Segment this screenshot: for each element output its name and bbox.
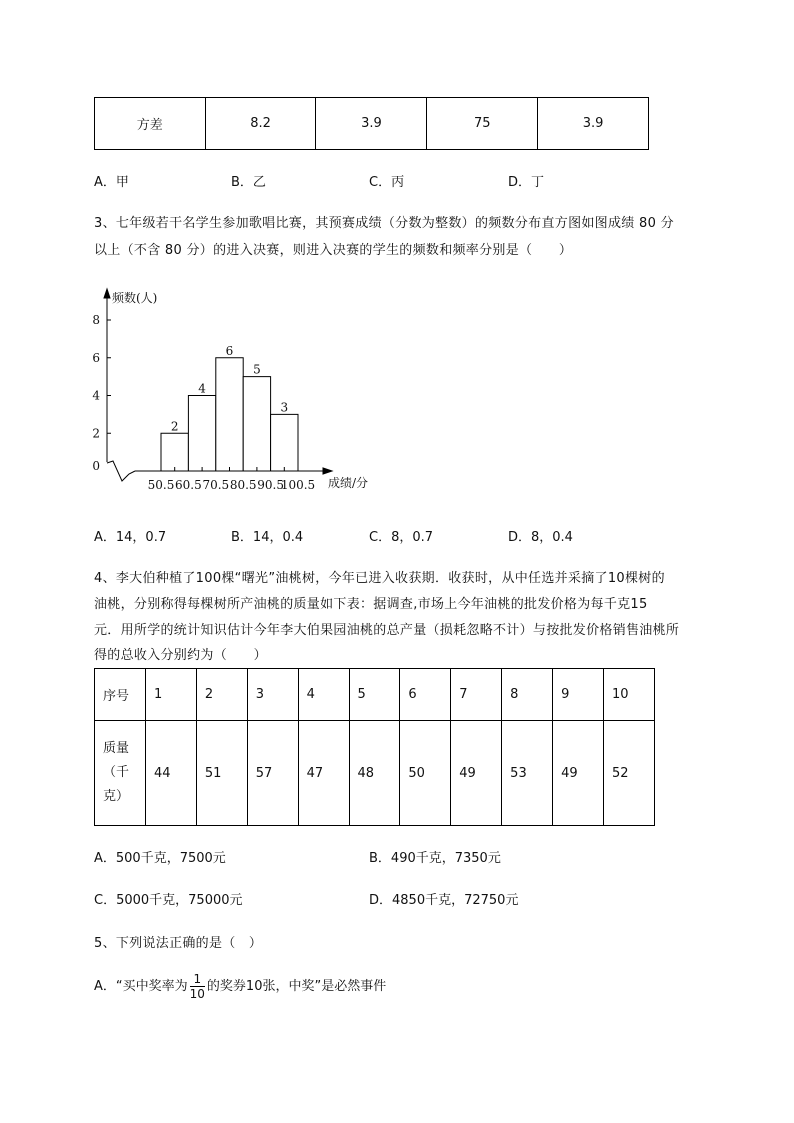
cell: 3 bbox=[247, 669, 298, 721]
cell: 49 bbox=[553, 721, 604, 826]
q3-text-line: 以上（不含 80 分）的进入决赛，则进入决赛的学生的频数和频率分别是（ ） bbox=[94, 243, 573, 258]
cell: 9 bbox=[553, 669, 604, 721]
bar-value-label: 3 bbox=[280, 400, 289, 415]
histogram-bar bbox=[271, 414, 298, 471]
cell: 53 bbox=[502, 721, 553, 826]
bar-value-label: 2 bbox=[170, 419, 179, 434]
q4-text-line: 元．用所学的统计知识估计今年李大伯果园油桃的总产量（损耗忽略不计）与按批发价格销售油桃所 bbox=[94, 623, 680, 638]
histogram-bar bbox=[243, 377, 270, 471]
q3-option-b: B．14，0.4 bbox=[231, 530, 304, 545]
row-label-line: 质量 bbox=[103, 741, 130, 756]
x-axis-label: 成绩/分 bbox=[328, 476, 369, 490]
cell: 51 bbox=[196, 721, 247, 826]
x-tick-label: 80.5 bbox=[229, 478, 257, 492]
y-axis-label: 频数(人) bbox=[112, 291, 158, 305]
bar-value-label: 4 bbox=[198, 381, 206, 396]
histogram bbox=[80, 280, 400, 500]
x-tick-label: 60.5 bbox=[175, 478, 202, 492]
q2-option-a: A．甲 bbox=[94, 175, 129, 190]
q2-option-d: D．丁 bbox=[508, 175, 545, 190]
cell: 5 bbox=[349, 669, 400, 721]
cell: 52 bbox=[603, 721, 654, 826]
bar-value-label: 6 bbox=[225, 343, 234, 358]
q3-option-a: A．14，0.7 bbox=[94, 530, 167, 545]
cell: 3.9 bbox=[316, 98, 427, 150]
cell: 8 bbox=[502, 669, 553, 721]
peach-mass-table bbox=[94, 668, 655, 826]
option-text: A．“买中奖率为 bbox=[94, 979, 188, 994]
x-tick-label: 50.5 bbox=[147, 478, 175, 492]
q4-option-b: B．490千克，7350元 bbox=[369, 851, 501, 866]
q4-text-line: 油桃，分别称得每棵树所产油桃的质量如下表：据调查,市场上今年油桃的批发价格为每千克15 bbox=[94, 597, 648, 612]
cell: 6 bbox=[400, 669, 451, 721]
denominator: 10 bbox=[189, 987, 205, 1001]
x-tick-label: 90.5 bbox=[257, 478, 284, 492]
row-label bbox=[95, 721, 146, 826]
histogram-bar bbox=[188, 396, 215, 472]
cell: 2 bbox=[196, 669, 247, 721]
q4-option-a: A．500千克，7500元 bbox=[94, 851, 226, 866]
x-axis-break bbox=[107, 461, 135, 481]
cell: 3.9 bbox=[538, 98, 649, 150]
q2-option-b: B．乙 bbox=[231, 175, 266, 190]
q3-option-d: D．8，0.4 bbox=[508, 530, 573, 545]
cell: 57 bbox=[247, 721, 298, 826]
table-row bbox=[95, 669, 655, 721]
x-axis-arrow bbox=[323, 468, 332, 474]
y-tick-label: 0 bbox=[92, 459, 100, 473]
cell: 7 bbox=[451, 669, 502, 721]
y-tick-label: 2 bbox=[92, 426, 100, 441]
q4-option-d: D．4850千克，72750元 bbox=[369, 893, 519, 908]
table-row bbox=[95, 721, 655, 826]
cell: 47 bbox=[298, 721, 349, 826]
x-tick-label: 70.5 bbox=[202, 478, 230, 492]
cell: 10 bbox=[603, 669, 654, 721]
cell: 1 bbox=[145, 669, 196, 721]
q5-option-a bbox=[94, 972, 386, 1001]
variance-table bbox=[94, 97, 649, 150]
row-label-line: （千 bbox=[103, 765, 130, 780]
numerator: 1 bbox=[190, 972, 205, 987]
row-label: 方差 bbox=[95, 98, 206, 150]
cell: 75 bbox=[427, 98, 538, 150]
x-tick-label: 100.5 bbox=[280, 478, 316, 492]
q4-option-c: C．5000千克，75000元 bbox=[94, 893, 243, 908]
cell: 44 bbox=[145, 721, 196, 826]
row-label-line: 克） bbox=[103, 789, 130, 804]
q4-text-line: 4、李大伯种植了100棵“曙光”油桃树，今年已进入收获期．收获时，从中任选并采摘了10棵树的 bbox=[94, 571, 665, 586]
q3-option-c: C．8，0.7 bbox=[369, 530, 434, 545]
cell: 48 bbox=[349, 721, 400, 826]
q3-text-line: 3、七年级若干名学生参加歌唱比赛，其预赛成绩（分数为整数）的频数分布直方图如图成绩 80 分 bbox=[94, 216, 674, 231]
y-tick-label: 4 bbox=[92, 388, 100, 403]
histogram-bar bbox=[216, 358, 243, 471]
table-row bbox=[95, 98, 649, 150]
bar-value-label: 5 bbox=[253, 362, 261, 377]
q5-text: 5、下列说法正确的是（ ） bbox=[94, 936, 263, 951]
cell: 50 bbox=[400, 721, 451, 826]
fraction bbox=[190, 972, 205, 1001]
cell: 8.2 bbox=[205, 98, 316, 150]
y-axis-arrow bbox=[104, 289, 110, 298]
cell: 4 bbox=[298, 669, 349, 721]
cell: 49 bbox=[451, 721, 502, 826]
histogram-bar bbox=[161, 433, 188, 471]
option-text: 的奖券10张，中奖”是必然事件 bbox=[206, 979, 387, 994]
y-tick-label: 8 bbox=[92, 313, 100, 327]
row-label: 序号 bbox=[95, 669, 146, 721]
y-tick-label: 6 bbox=[92, 350, 100, 365]
q2-option-c: C．丙 bbox=[369, 175, 405, 190]
q4-text-line: 得的总收入分别约为（ ） bbox=[94, 648, 267, 663]
